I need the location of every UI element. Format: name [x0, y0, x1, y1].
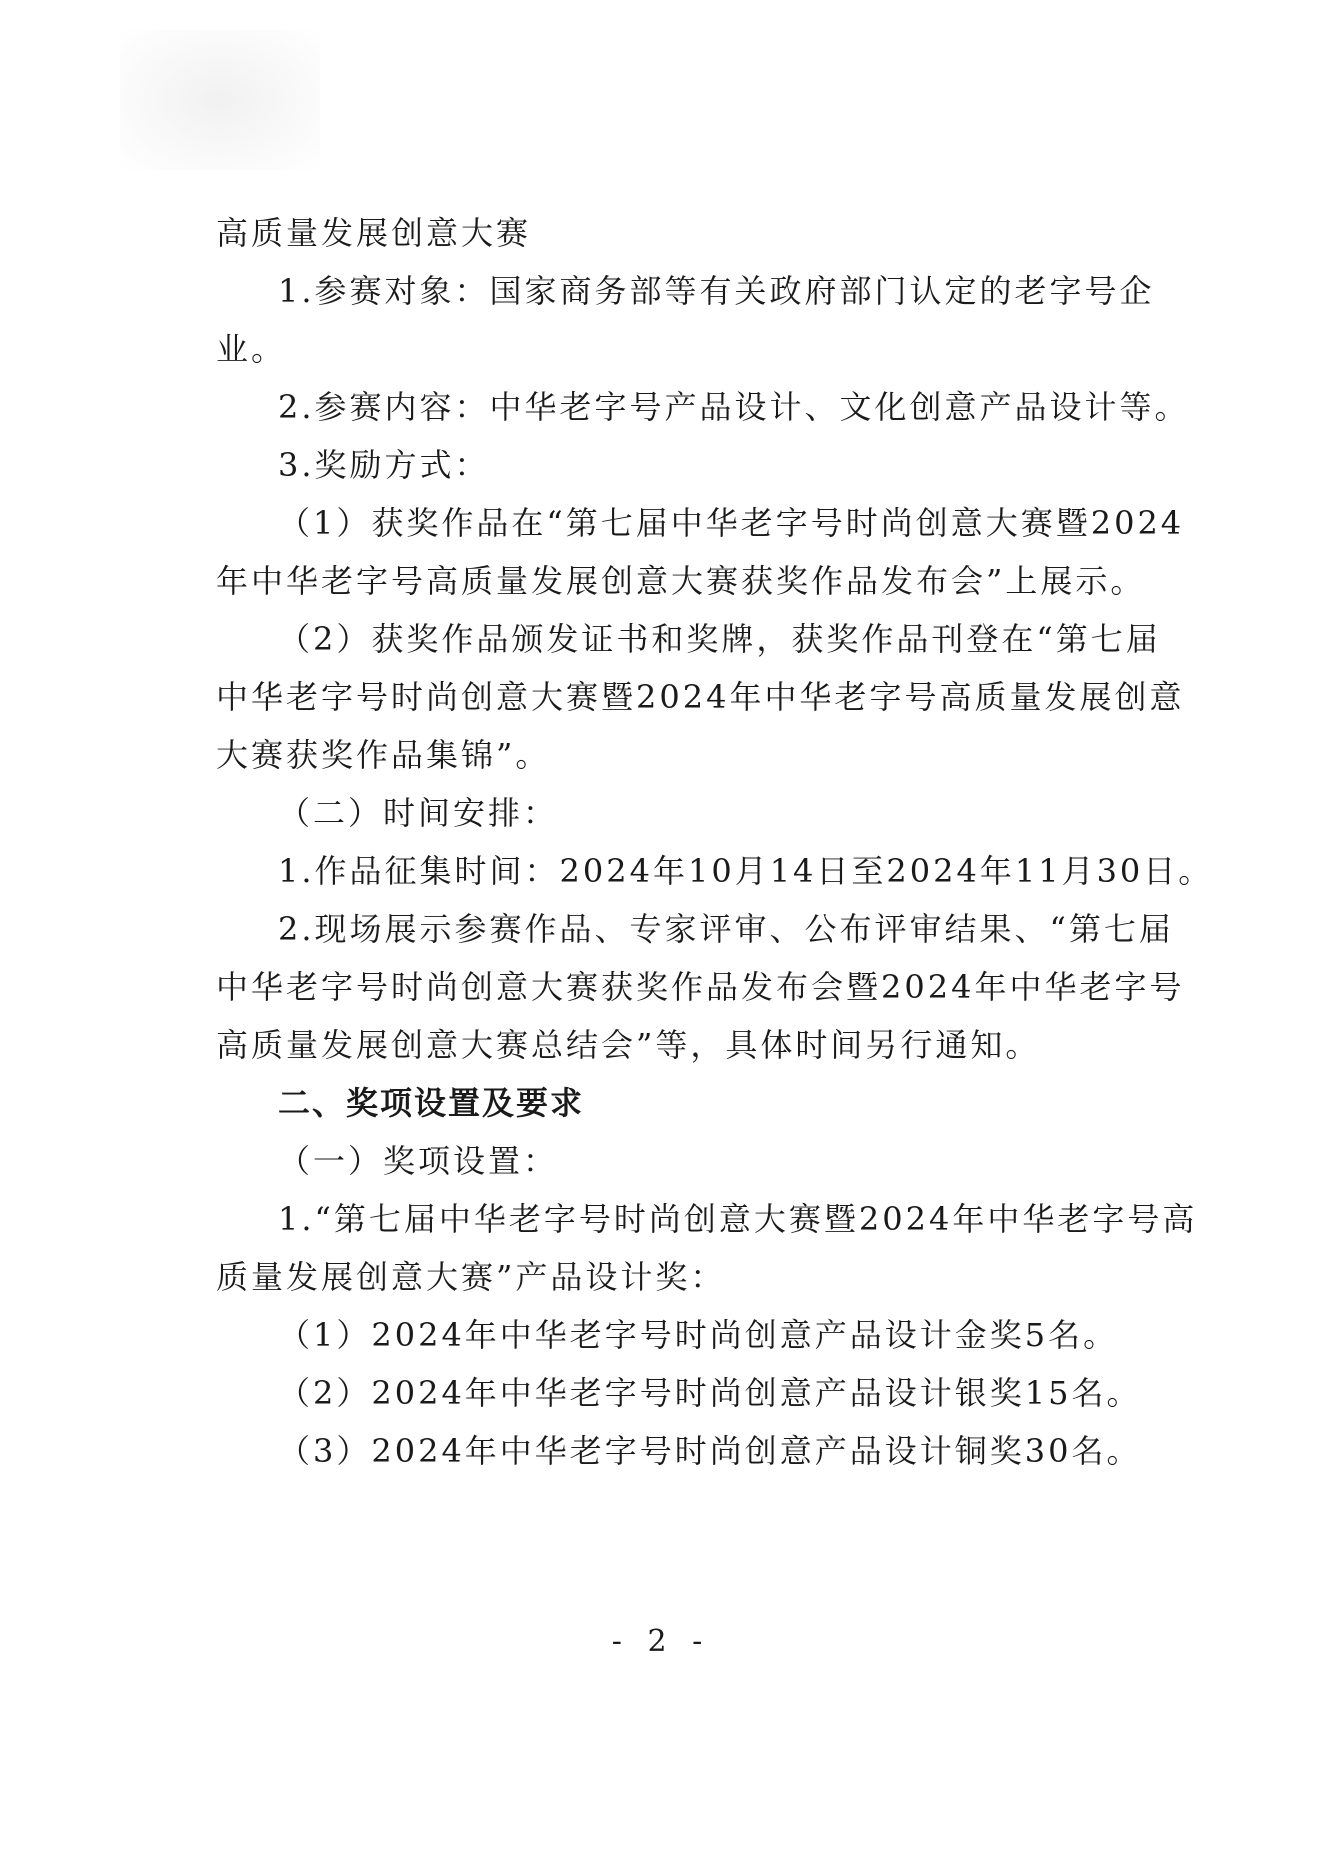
text-line: 1.参赛对象：国家商务部等有关政府部门认定的老字号企: [278, 272, 1155, 310]
text-line: （2）获奖作品颁发证书和奖牌，获奖作品刊登在“第七届: [278, 620, 1161, 658]
text-line: （二）时间安排：: [278, 794, 559, 832]
text-line: 1.“第七届中华老字号时尚创意大赛暨2024年中华老字号高: [278, 1200, 1198, 1238]
text-line: 3.奖励方式：: [278, 446, 490, 484]
text-line: 业。: [216, 330, 287, 368]
section-heading: 二、奖项设置及要求: [278, 1084, 585, 1122]
text-line: 1.作品征集时间：2024年10月14日至2024年11月30日。: [278, 852, 1214, 890]
text-line: （3）2024年中华老字号时尚创意产品设计铜奖30名。: [278, 1432, 1142, 1470]
scan-shadow: [120, 30, 320, 170]
text-line: 中华老字号时尚创意大赛获奖作品发布会暨2024年中华老字号: [216, 968, 1185, 1006]
text-line: （2）2024年中华老字号时尚创意产品设计银奖15名。: [278, 1374, 1142, 1412]
text-line: （一）奖项设置：: [278, 1142, 559, 1180]
text-line: 高质量发展创意大赛总结会”等，具体时间另行通知。: [216, 1026, 1041, 1064]
text-line: （1）2024年中华老字号时尚创意产品设计金奖5名。: [278, 1316, 1119, 1354]
page-number: - 2 -: [611, 1624, 711, 1659]
text-line: 2.现场展示参赛作品、专家评审、公布评审结果、“第七届: [278, 910, 1174, 948]
text-line: 2.参赛内容：中华老字号产品设计、文化创意产品设计等。: [278, 388, 1190, 426]
text-line: （1）获奖作品在“第七届中华老字号时尚创意大赛暨2024: [278, 504, 1185, 542]
text-line: 中华老字号时尚创意大赛暨2024年中华老字号高质量发展创意: [216, 678, 1185, 716]
document-body: [216, 204, 1214, 1480]
text-line: 年中华老字号高质量发展创意大赛获奖作品发布会”上展示。: [216, 562, 1146, 600]
text-line: 质量发展创意大赛”产品设计奖：: [216, 1258, 726, 1296]
text-line: 高质量发展创意大赛: [216, 214, 532, 252]
text-line: 大赛获奖作品集锦”。: [216, 736, 551, 774]
